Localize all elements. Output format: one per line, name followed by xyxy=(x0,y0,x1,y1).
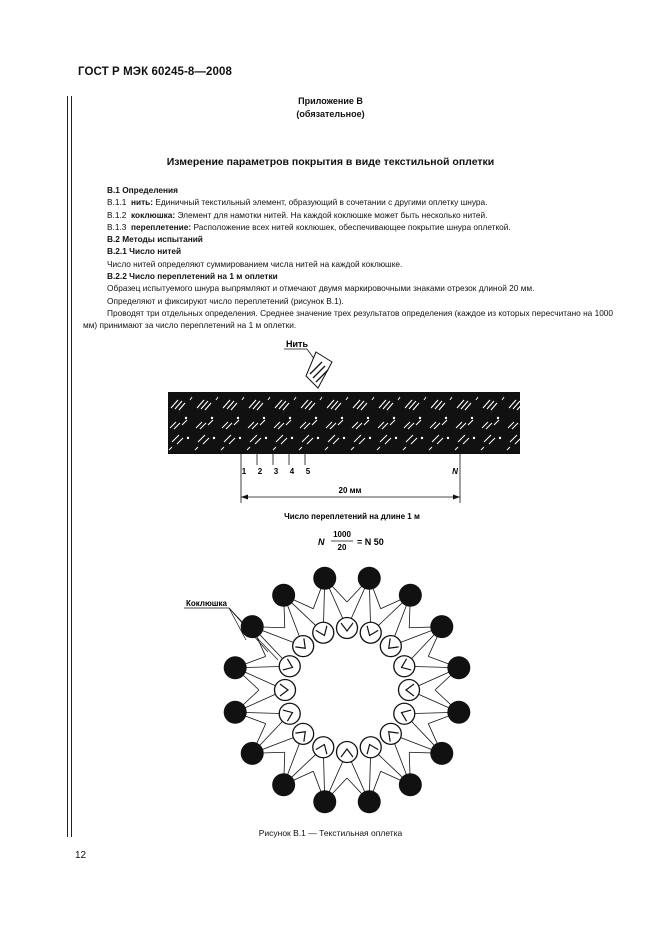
paragraph-b2-1: Число нитей определяют суммированием числа нитей на каждой коклюшке. xyxy=(107,258,403,269)
thread-arrow-icon xyxy=(306,352,332,388)
outer-bobbin xyxy=(313,790,336,813)
term: переплетение: xyxy=(131,221,192,232)
inner-bobbin xyxy=(380,636,401,657)
formula xyxy=(318,530,384,552)
outer-bobbin xyxy=(399,773,422,796)
tick-label-5: 5 xyxy=(305,467,311,476)
annex-title: Приложение В xyxy=(298,96,363,106)
inner-bobbin xyxy=(275,680,296,701)
inner-bobbin xyxy=(279,656,300,677)
formula-caption: Число переплетений на длине 1 м xyxy=(284,512,420,521)
outer-bobbin xyxy=(447,656,470,679)
document-title: ГОСТ Р МЭК 60245-8—2008 xyxy=(78,66,232,78)
outer-bobbin xyxy=(447,701,470,724)
inner-bobbin xyxy=(293,636,314,657)
clause-number: В.1.1 xyxy=(107,197,127,208)
tick-label-3: 3 xyxy=(273,467,279,476)
heading-b2-1: В.2.1 Число нитей xyxy=(107,246,182,257)
tick-label-2: 2 xyxy=(257,467,263,476)
heading-b2: В.2 Методы испытаний xyxy=(107,234,203,245)
outer-bobbin xyxy=(272,773,295,796)
heading-b2-2: В.2.2 Число переплетений на 1 м оплетки xyxy=(107,271,278,282)
outer-bobbin xyxy=(430,615,453,638)
outer-bobbin xyxy=(358,567,381,590)
tick-label-n: N xyxy=(452,467,458,476)
bobbin-label: Коклюшка xyxy=(186,599,227,608)
inner-bobbin xyxy=(394,656,415,677)
paragraph-b2-2-2: Определяют и фиксируют число переплетений (рисунок В.1). xyxy=(107,295,344,306)
inner-bobbin xyxy=(399,680,420,701)
thread-label: Нить xyxy=(286,339,308,349)
outer-bobbin xyxy=(430,742,453,765)
definition-text: Единичный текстильный элемент, образующий в сочетании с другими оплетку шнура. xyxy=(155,197,488,208)
marker-ticks xyxy=(241,452,460,503)
formula-numerator: 1000 xyxy=(333,530,351,539)
paragraph-b2-2-3-text: Проводят три отдельных определения. Среднее значение трех результатов определения (каждое из которых пересчитано на 1000 мм) принимают за число переплетений на 1 м оплетки. xyxy=(83,307,614,331)
dimension-label: 20 мм xyxy=(338,486,362,495)
inner-bobbin xyxy=(380,723,401,744)
inner-bobbin xyxy=(279,703,300,724)
inner-bobbin xyxy=(337,742,358,763)
braid-strip xyxy=(168,392,520,454)
paragraph-b2-2-1: Образец испытуемого шнура выпрямляют и отмечают двумя маркировочными знаками отрезок длиной 20 мм. xyxy=(107,283,535,294)
inner-bobbin xyxy=(360,737,381,758)
outer-bobbin xyxy=(313,567,336,590)
clause-number: В.1.2 xyxy=(107,209,127,220)
definition-text: Расположение всех нитей коклюшек, обеспечивающее покрытие шнура оплеткой. xyxy=(193,221,511,232)
page-number: 12 xyxy=(75,850,87,861)
thread-lines xyxy=(235,578,459,802)
inner-bobbin xyxy=(394,703,415,724)
definition-text: Элемент для намотки нитей. На каждой коклюшке может быть несколько нитей. xyxy=(177,209,488,220)
tick-label-1: 1 xyxy=(241,467,247,476)
formula-denominator: 20 xyxy=(337,543,347,552)
term: коклюшка: xyxy=(131,209,176,220)
outer-bobbin xyxy=(224,701,247,724)
outer-bobbins xyxy=(224,567,471,814)
inner-bobbin xyxy=(313,737,334,758)
outer-bobbin xyxy=(224,656,247,679)
tick-label-4: 4 xyxy=(289,467,295,476)
term: нить: xyxy=(131,197,154,208)
outer-bobbin xyxy=(358,790,381,813)
inner-bobbin xyxy=(313,622,334,643)
figure-caption: Рисунок В.1 — Текстильная оплетка xyxy=(258,828,403,838)
formula-result: = N 50 xyxy=(357,537,384,547)
clause-number: В.1.3 xyxy=(107,221,127,232)
annex-status: (обязательное) xyxy=(296,109,365,119)
formula-left: N xyxy=(318,537,325,547)
outer-bobbin xyxy=(399,584,422,607)
inner-bobbin xyxy=(337,618,358,639)
outer-bobbin xyxy=(241,742,264,765)
inner-bobbin xyxy=(360,622,381,643)
inner-bobbins xyxy=(275,618,420,763)
section-title: Измерение параметров покрытия в виде текстильной оплетки xyxy=(166,156,495,168)
inner-bobbin xyxy=(293,723,314,744)
dimension-line xyxy=(241,495,460,500)
heading-b1: В.1 Определения xyxy=(107,185,178,195)
outer-bobbin xyxy=(272,584,295,607)
